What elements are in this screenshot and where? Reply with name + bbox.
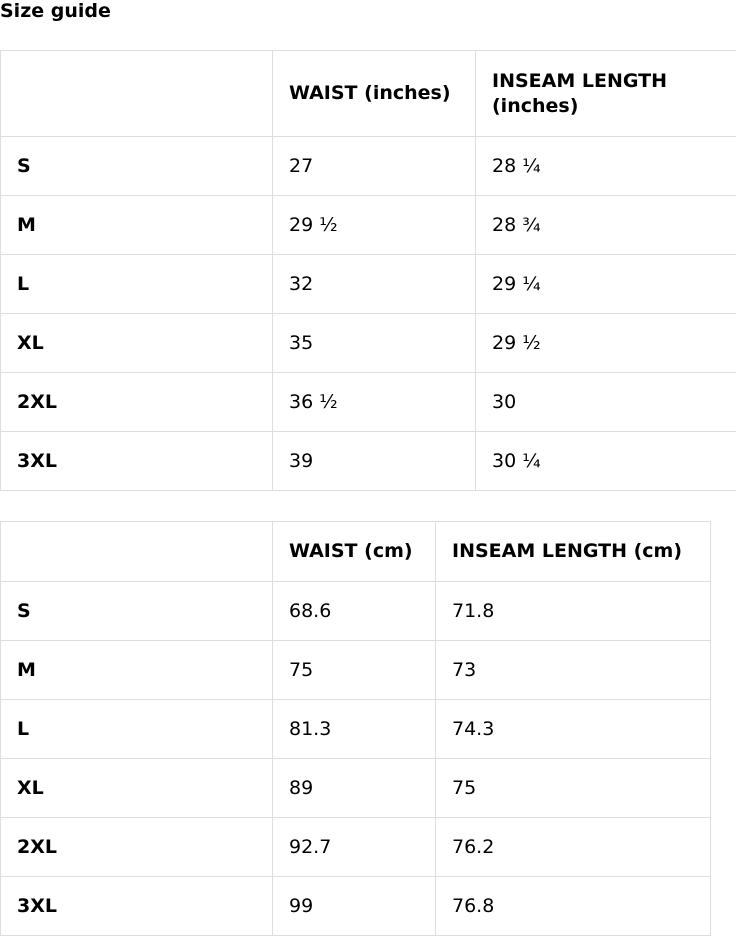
waist-cell: 36 ½ [273,373,476,432]
inseam-cell: 75 [436,759,711,818]
header-size [1,51,273,137]
waist-cell: 32 [273,255,476,314]
waist-cell: 99 [273,877,436,936]
size-cell: 2XL [1,373,273,432]
waist-cell: 81.3 [273,700,436,759]
waist-cell: 89 [273,759,436,818]
table-row [1,432,736,491]
table-row [1,314,736,373]
inseam-cell: 28 ¼ [476,137,736,196]
table-row [1,641,711,700]
inseam-cell: 74.3 [436,700,711,759]
table-row [1,137,736,196]
inseam-cell: 30 ¼ [476,432,736,491]
header-waist: WAIST (inches) [273,51,476,137]
waist-cell: 39 [273,432,476,491]
table-row [1,700,711,759]
size-cell: M [1,641,273,700]
size-table-inches [0,50,736,491]
size-table-cm [0,521,711,936]
header-inseam: INSEAM LENGTH (cm) [436,522,711,582]
table-row [1,196,736,255]
table-header-row [1,51,736,137]
table-header-row [1,522,711,582]
size-cell: L [1,255,273,314]
inseam-cell: 29 ½ [476,314,736,373]
table-row [1,255,736,314]
table-row [1,582,711,641]
inseam-cell: 76.2 [436,818,711,877]
header-waist: WAIST (cm) [273,522,436,582]
waist-cell: 75 [273,641,436,700]
inseam-cell: 30 [476,373,736,432]
table-row [1,818,711,877]
size-cell: 3XL [1,877,273,936]
header-size [1,522,273,582]
waist-cell: 68.6 [273,582,436,641]
inseam-cell: 73 [436,641,711,700]
inseam-cell: 71.8 [436,582,711,641]
size-cell: 3XL [1,432,273,491]
waist-cell: 27 [273,137,476,196]
size-cell: L [1,700,273,759]
waist-cell: 35 [273,314,476,373]
inseam-cell: 28 ¾ [476,196,736,255]
header-inseam: INSEAM LENGTH (inches) [476,51,736,137]
waist-cell: 92.7 [273,818,436,877]
table-row [1,373,736,432]
size-cell: 2XL [1,818,273,877]
size-cell: S [1,582,273,641]
size-cell: M [1,196,273,255]
inseam-cell: 76.8 [436,877,711,936]
page-title: Size guide [0,0,111,22]
size-cell: XL [1,314,273,373]
table-row [1,877,711,936]
waist-cell: 29 ½ [273,196,476,255]
inseam-cell: 29 ¼ [476,255,736,314]
table-row [1,759,711,818]
size-cell: XL [1,759,273,818]
size-cell: S [1,137,273,196]
